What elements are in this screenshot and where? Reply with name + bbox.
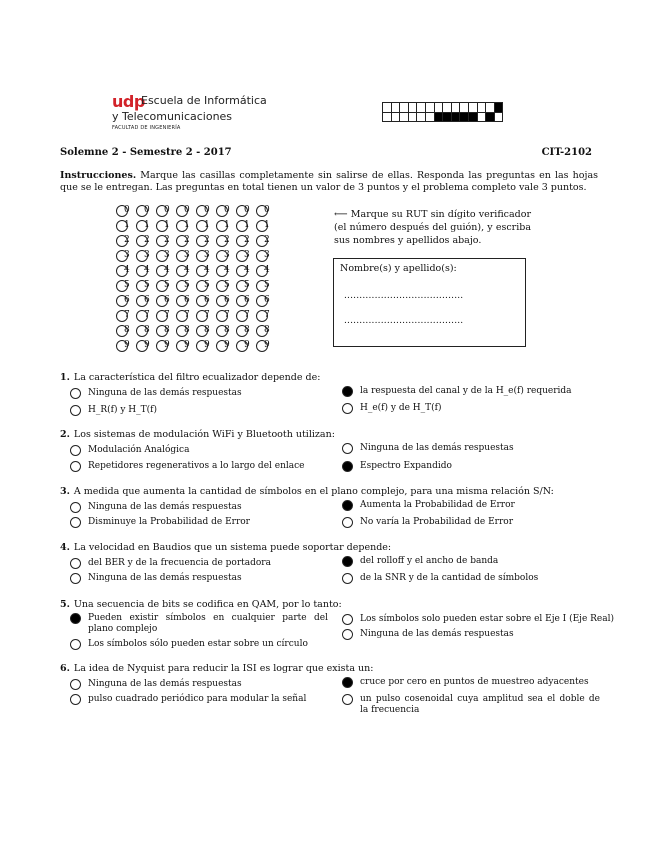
filled-bubble-icon[interactable] [342,677,353,688]
rut-bubble[interactable] [156,220,176,232]
rut-digit: 6 [164,295,170,305]
filled-bubble-icon[interactable] [342,386,353,397]
rut-bubble[interactable] [136,235,156,247]
rut-bubble[interactable] [196,310,216,322]
question-number: 2. [60,429,70,440]
rut-digit: 1 [204,220,210,230]
answer-option-text: pulso cuadrado periódico para modular la señal [88,694,307,704]
rut-digit: 1 [124,220,130,230]
question-number: 6. [60,663,70,674]
rut-digit: 5 [204,280,210,290]
rut-bubble[interactable] [256,235,276,247]
rut-digit: 4 [264,265,270,275]
rut-digit: 5 [184,280,190,290]
rut-digit: 9 [244,340,250,350]
rut-bubble[interactable] [176,340,196,352]
answer-option-text: de la SNR y de la cantidad de símbolos [360,573,539,583]
answer-option-text: Ninguna de las demás respuestas [88,679,242,689]
rut-bubble[interactable] [256,340,276,352]
rut-bubble[interactable] [216,325,236,337]
rut-digit: 1 [244,220,250,230]
empty-bubble-icon[interactable] [70,405,81,416]
question-title [60,372,600,383]
rut-bubble[interactable] [176,295,196,307]
rut-digit: 5 [164,280,170,290]
rut-bubble[interactable] [256,205,276,217]
rut-bubble[interactable] [256,220,276,232]
rut-digit: 6 [204,295,210,305]
rut-bubble[interactable] [136,325,156,337]
answer-option-text: Disminuye la Probabilidad de Error [88,517,250,527]
rut-bubble[interactable] [196,325,216,337]
rut-bubble[interactable] [196,265,216,277]
answer-option-text: Espectro Expandido [360,461,452,471]
rut-bubble[interactable] [196,340,216,352]
rut-bubble[interactable] [156,295,176,307]
rut-digit: 3 [224,250,230,260]
rut-bubble[interactable] [116,235,136,247]
rut-digit: 5 [144,280,150,290]
rut-digit: 5 [224,280,230,290]
question [60,599,615,649]
question [60,663,600,715]
rut-bubble[interactable] [236,280,256,292]
rut-digit: 7 [224,310,230,320]
rut-row [116,310,276,325]
empty-bubble-icon[interactable] [342,629,353,640]
institution-logo [112,92,267,131]
rut-digit: 9 [124,340,130,350]
answer-option-text: Pueden existir símbolos en cualquier parte del plano complejo [88,613,328,634]
filled-bubble-icon[interactable] [70,613,81,624]
rut-digit: 9 [144,340,150,350]
question-number: 3. [60,486,70,497]
rut-digit: 5 [244,280,250,290]
empty-bubble-icon[interactable] [342,517,353,528]
rut-bubble[interactable] [176,235,196,247]
rut-digit: 2 [264,235,270,245]
rut-bubble[interactable] [116,310,136,322]
rut-digit: 4 [144,265,150,275]
rut-digit: 4 [204,265,210,275]
rut-bubble[interactable] [216,265,236,277]
rut-digit: 9 [204,340,210,350]
empty-bubble-icon[interactable] [70,679,81,690]
rut-digit: 2 [244,235,250,245]
logo-line-1: Escuela de Informática [141,94,267,107]
rut-digit: 2 [164,235,170,245]
answer-option-text: Modulación Analógica [88,445,190,455]
rut-digit: 0 [144,205,150,215]
answer-option-text: Los símbolos sólo pueden estar sobre un círculo [88,639,308,649]
rut-row [116,340,276,355]
rut-digit: 3 [184,250,190,260]
answer-option-text: Ninguna de las demás respuestas [88,502,242,512]
answer-option-text: No varía la Probabilidad de Error [360,517,514,527]
rut-digit: 0 [224,205,230,215]
rut-digit: 6 [144,295,150,305]
question-text: La idea de Nyquist para reducir la ISI es lograr que exista un: [73,663,374,674]
question-number: 5. [60,599,70,610]
rut-bubble[interactable] [176,310,196,322]
empty-bubble-icon[interactable] [70,461,81,472]
rut-bubble[interactable] [216,310,236,322]
rut-bubble[interactable] [176,265,196,277]
rut-digit: 4 [164,265,170,275]
question-title [60,429,600,440]
answer-option-text: cruce por cero en puntos de muestreo adyacentes [360,677,589,687]
rut-bubble[interactable] [176,205,196,217]
rut-bubble[interactable] [156,235,176,247]
rut-bubble[interactable] [196,235,216,247]
rut-bubble[interactable] [216,220,236,232]
rut-digit: 8 [244,325,250,335]
rut-digit: 6 [224,295,230,305]
rut-digit: 0 [264,205,270,215]
rut-bubble[interactable] [256,265,276,277]
filled-bubble-icon[interactable] [342,556,353,567]
name-box[interactable] [333,258,526,347]
name-line-1[interactable]: ....................................... [344,291,464,301]
rut-bubble[interactable] [196,205,216,217]
instructions-label: Instrucciones. [60,170,137,181]
instructions [60,170,598,194]
rut-digit: 6 [264,295,270,305]
answer-option-text: Ninguna de las demás respuestas [88,388,242,398]
rut-digit: 1 [164,220,170,230]
rut-bubble[interactable] [136,340,156,352]
rut-bubble[interactable] [256,325,276,337]
rut-digit: 2 [184,235,190,245]
rut-bubble[interactable] [116,340,136,352]
empty-bubble-icon[interactable] [70,694,81,705]
rut-digit: 2 [124,235,130,245]
rut-digit: 7 [264,310,270,320]
rut-bubble[interactable] [136,295,156,307]
rut-digit: 2 [204,235,210,245]
rut-bubble[interactable] [116,295,136,307]
rut-digit: 8 [164,325,170,335]
question-text: Los sistemas de modulación WiFi y Bluetooth utilizan: [73,429,335,440]
empty-bubble-icon[interactable] [342,694,353,705]
question-number: 4. [60,542,70,553]
rut-bubble[interactable] [236,310,256,322]
exam-title: Solemne 2 - Semestre 2 - 2017 [60,147,232,158]
rut-digit: 5 [124,280,130,290]
rut-digit: 2 [224,235,230,245]
rut-bubble[interactable] [236,235,256,247]
rut-bubble[interactable] [196,220,216,232]
rut-digit: 3 [124,250,130,260]
empty-bubble-icon[interactable] [70,445,81,456]
rut-bubble[interactable] [156,280,176,292]
question-number: 1. [60,372,70,383]
rut-digit: 0 [244,205,250,215]
rut-digit: 8 [204,325,210,335]
answer-option-text: H_R(f) y H_T(f) [88,405,157,415]
rut-bubble[interactable] [216,280,236,292]
rut-bubble[interactable] [236,205,256,217]
rut-digit: 8 [144,325,150,335]
question [60,372,600,415]
rut-digit: 8 [124,325,130,335]
rut-digit: 6 [244,295,250,305]
rut-digit: 7 [184,310,190,320]
rut-digit: 1 [184,220,190,230]
rut-digit: 1 [144,220,150,230]
logo-brand: udp [112,92,145,111]
rut-digit: 0 [184,205,190,215]
rut-digit: 4 [244,265,250,275]
logo-line-3: FACULTAD DE INGENIERÍA [112,125,181,131]
rut-bubble[interactable] [236,220,256,232]
rut-bubble[interactable] [116,325,136,337]
question-text: Una secuencia de bits se codifica en QAM, por lo tanto: [73,599,342,610]
rut-digit: 7 [124,310,130,320]
question [60,429,600,471]
question [60,542,600,583]
rut-bubble[interactable] [136,265,156,277]
rut-bubble[interactable] [176,280,196,292]
rut-digit: 3 [204,250,210,260]
rut-bubble[interactable] [236,265,256,277]
empty-bubble-icon[interactable] [70,639,81,650]
rut-digit: 7 [244,310,250,320]
rut-bubble[interactable] [256,280,276,292]
rut-digit: 6 [124,295,130,305]
rut-bubble[interactable] [156,250,176,262]
rut-digit: 8 [184,325,190,335]
rut-bubble[interactable] [116,280,136,292]
rut-digit: 3 [164,250,170,260]
rut-row [116,295,276,310]
question-text: La característica del filtro ecualizador depende de: [73,372,321,383]
rut-bubble[interactable] [156,265,176,277]
rut-digit: 3 [264,250,270,260]
empty-bubble-icon[interactable] [70,517,81,528]
rut-digit: 2 [144,235,150,245]
rut-bubble[interactable] [136,205,156,217]
rut-bubble[interactable] [236,295,256,307]
rut-digit: 0 [124,205,130,215]
rut-digit: 7 [204,310,210,320]
rut-bubble[interactable] [216,340,236,352]
rut-digit: 7 [164,310,170,320]
rut-digit: 8 [264,325,270,335]
rut-bubble[interactable] [136,310,156,322]
rut-row [116,325,276,340]
rut-bubble[interactable] [256,310,276,322]
answer-option-text: del BER y de la frecuencia de portadora [88,558,271,568]
answer-option-text: Los símbolos solo pueden estar sobre el Eje I (Eje Real) [360,614,615,624]
rut-bubble[interactable] [116,220,136,232]
question-title [60,542,600,553]
id-code-grid [382,102,503,122]
rut-row [116,235,276,250]
rut-digit: 3 [144,250,150,260]
rut-digit: 7 [144,310,150,320]
answer-option-text: Aumenta la Probabilidad de Error [360,500,515,510]
rut-digit: 4 [224,265,230,275]
rut-bubble[interactable] [136,280,156,292]
name-line-2[interactable]: ....................................... [344,316,464,326]
rut-bubble[interactable] [236,250,256,262]
question-title [60,663,600,674]
name-box-label: Nombre(s) y apellido(s): [340,263,457,274]
rut-bubble[interactable] [216,295,236,307]
rut-digit: 1 [224,220,230,230]
rut-bubble[interactable] [176,250,196,262]
empty-bubble-icon[interactable] [70,558,81,569]
rut-bubble[interactable] [156,310,176,322]
empty-bubble-icon[interactable] [342,443,353,454]
empty-bubble-icon[interactable] [70,573,81,584]
rut-digit: 0 [164,205,170,215]
course-code: CIT-2102 [541,147,592,158]
question-title [60,486,600,497]
rut-bubble[interactable] [156,340,176,352]
question-title [60,599,600,610]
rut-digit: 6 [184,295,190,305]
empty-bubble-icon[interactable] [70,502,81,513]
answer-option-text: Repetidores regenerativos a lo largo del enlace [88,461,305,471]
rut-bubble[interactable] [256,250,276,262]
logo-line-2: y Telecomunicaciones [112,110,233,123]
rut-bubble[interactable] [176,325,196,337]
empty-bubble-icon[interactable] [342,573,353,584]
rut-row [116,205,276,220]
rut-digit: 9 [224,340,230,350]
answer-option-text: Ninguna de las demás respuestas [360,443,514,453]
answer-option-text: Ninguna de las demás respuestas [360,629,514,639]
rut-row [116,220,276,235]
rut-row [116,265,276,280]
rut-bubble[interactable] [156,205,176,217]
rut-bubble[interactable] [136,220,156,232]
rut-digit: 9 [184,340,190,350]
rut-bubble[interactable] [216,250,236,262]
rut-instruction: ⟵ Marque su RUT sin dígito verificador (el número después del guión), y escriba sus nombres y apellidos abajo. [334,209,531,246]
question-text: La velocidad en Baudios que un sistema puede soportar depende: [73,542,392,553]
empty-bubble-icon[interactable] [70,388,81,399]
answer-option-text: Ninguna de las demás respuestas [88,573,242,583]
rut-digit: 3 [244,250,250,260]
rut-digit: 1 [264,220,270,230]
rut-bubble-grid [116,205,276,355]
rut-digit: 8 [224,325,230,335]
rut-bubble[interactable] [196,280,216,292]
rut-bubble[interactable] [116,265,136,277]
rut-row [116,250,276,265]
rut-bubble[interactable] [256,295,276,307]
rut-bubble[interactable] [236,340,256,352]
rut-bubble[interactable] [116,250,136,262]
rut-digit: 4 [124,265,130,275]
rut-digit: 0 [204,205,210,215]
rut-digit: 9 [164,340,170,350]
rut-bubble[interactable] [196,250,216,262]
rut-bubble[interactable] [216,235,236,247]
question-text: A medida que aumenta la cantidad de símbolos en el plano complejo, para una misma relación S/N: [73,486,554,497]
answer-option-text: del rolloff y el ancho de banda [360,556,499,566]
instructions-text: Marque las casillas completamente sin salirse de ellas. Responda las preguntas en las hojas que se le entregan. Las preguntas en total tienen un valor de 3 puntos y el problema completo vale 3 puntos. [60,170,598,193]
question [60,486,600,527]
rut-bubble[interactable] [116,205,136,217]
rut-digit: 5 [264,280,270,290]
rut-bubble[interactable] [156,325,176,337]
filled-bubble-icon[interactable] [342,461,353,472]
answer-option-text: un pulso cosenoidal cuya amplitud sea el doble de la frecuencia [360,694,600,715]
rut-digit: 9 [264,340,270,350]
answer-option-text: H_e(f) y de H_T(f) [360,403,442,413]
filled-bubble-icon[interactable] [342,500,353,511]
answer-option-text: la respuesta del canal y de la H_e(f) requerida [360,386,572,396]
rut-bubble[interactable] [136,250,156,262]
rut-digit: 4 [184,265,190,275]
rut-bubble[interactable] [176,220,196,232]
empty-bubble-icon[interactable] [342,403,353,414]
rut-bubble[interactable] [196,295,216,307]
rut-row [116,280,276,295]
empty-bubble-icon[interactable] [342,614,353,625]
rut-bubble[interactable] [236,325,256,337]
rut-bubble[interactable] [216,205,236,217]
